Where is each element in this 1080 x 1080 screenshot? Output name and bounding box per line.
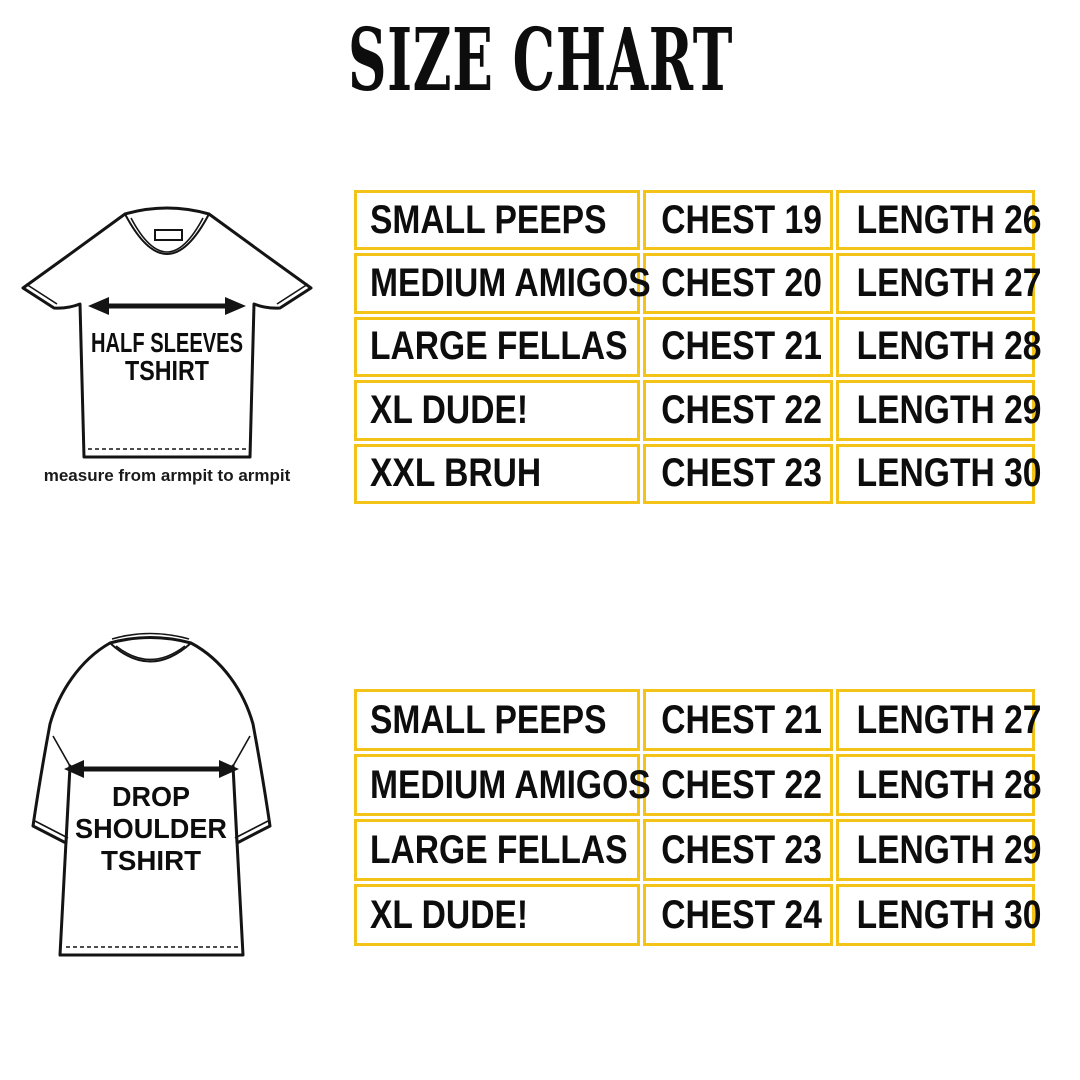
size-cell: MEDIUM AMIGOS: [354, 754, 640, 816]
shirt-label-line2: SHOULDER: [75, 813, 227, 844]
page-title: [0, 0, 1080, 120]
drop-shoulder-size-table: [351, 686, 1042, 949]
size-cell: LARGE FELLAS: [354, 317, 640, 377]
length-cell: LENGTH 28: [836, 317, 1035, 377]
collar-tag: [155, 230, 182, 240]
chest-cell: CHEST 23: [643, 444, 833, 504]
table-row: [354, 317, 1035, 377]
chest-cell: CHEST 24: [643, 884, 833, 946]
measure-caption: measure from armpit to armpit: [43, 466, 291, 485]
size-cell: XL DUDE!: [354, 380, 640, 440]
chest-cell: CHEST 22: [643, 380, 833, 440]
table-row: [354, 819, 1035, 881]
shirt-label-line1: DROP: [112, 781, 190, 812]
length-cell: LENGTH 27: [836, 253, 1035, 313]
size-cell: MEDIUM AMIGOS: [354, 253, 640, 313]
length-cell: LENGTH 30: [836, 884, 1035, 946]
half-sleeves-size-table: [351, 187, 1042, 507]
table-row: [354, 754, 1035, 816]
table-row: [354, 253, 1035, 313]
half-sleeves-tshirt-illustration: [12, 196, 322, 468]
size-cell: XL DUDE!: [354, 884, 640, 946]
length-cell: LENGTH 27: [836, 689, 1035, 751]
length-cell: LENGTH 28: [836, 754, 1035, 816]
table-row: [354, 190, 1035, 250]
chest-cell: CHEST 23: [643, 819, 833, 881]
page-title-text: SIZE CHART: [347, 9, 733, 111]
shirt-label-line2: TSHIRT: [125, 355, 209, 386]
drop-shoulder-tshirt-illustration: [14, 612, 304, 992]
size-cell: SMALL PEEPS: [354, 689, 640, 751]
table-row: [354, 884, 1035, 946]
length-cell: LENGTH 26: [836, 190, 1035, 250]
size-cell: LARGE FELLAS: [354, 819, 640, 881]
chest-cell: CHEST 21: [643, 317, 833, 377]
length-cell: LENGTH 30: [836, 444, 1035, 504]
shirt-label-line3: TSHIRT: [101, 845, 201, 876]
size-cell: XXL BRUH: [354, 444, 640, 504]
chest-cell: CHEST 20: [643, 253, 833, 313]
shirt-label-line1: HALF SLEEVES: [91, 327, 243, 358]
size-cell: SMALL PEEPS: [354, 190, 640, 250]
length-cell: LENGTH 29: [836, 380, 1035, 440]
table-row: [354, 444, 1035, 504]
chest-cell: CHEST 19: [643, 190, 833, 250]
table-row: [354, 380, 1035, 440]
length-cell: LENGTH 29: [836, 819, 1035, 881]
chest-cell: CHEST 21: [643, 689, 833, 751]
table-row: [354, 689, 1035, 751]
chest-cell: CHEST 22: [643, 754, 833, 816]
